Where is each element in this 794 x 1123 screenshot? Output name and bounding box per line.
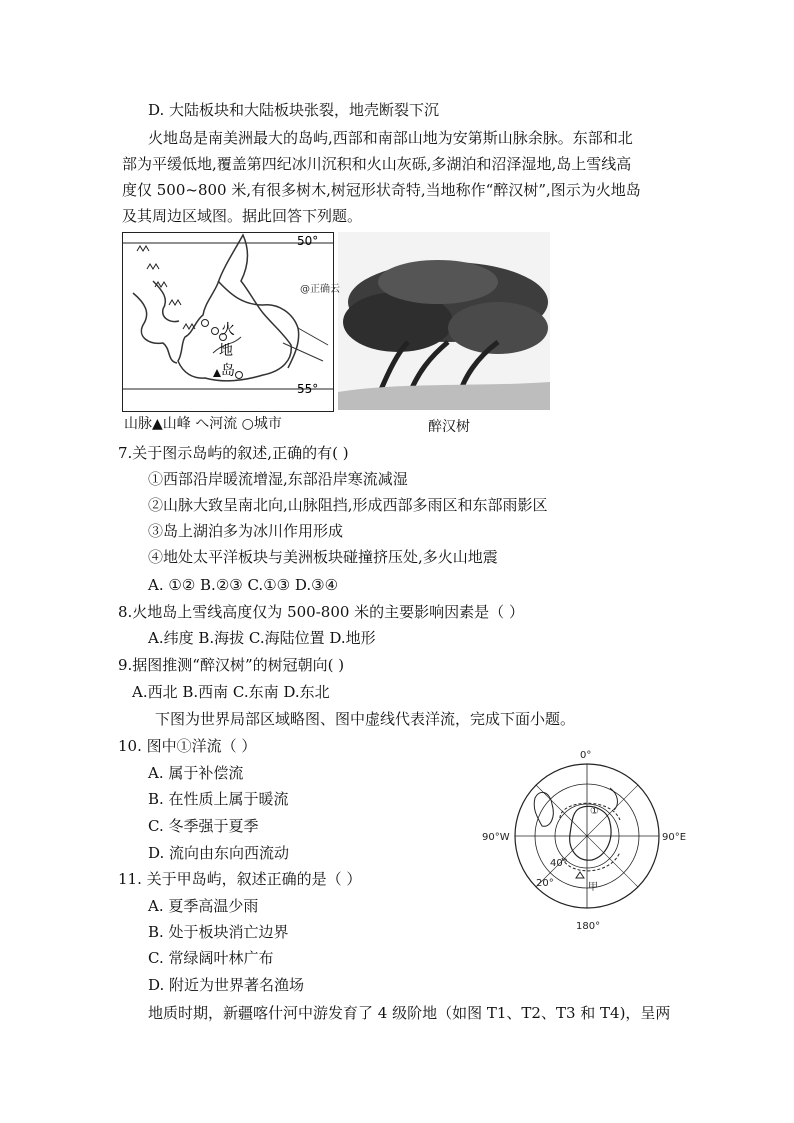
q7-choices: A. ①② B.②③ C.①③ D.③④ [148, 576, 339, 594]
current-marker-1: ① [590, 806, 599, 817]
passage-line-2: 部为平缓低地,覆盖第四纪冰川沉积和火山灰砾,多湖泊和沼泽湿地,岛上雪线高 [122, 155, 632, 173]
tree-drawing [338, 232, 550, 410]
island-char-2: 地 [219, 343, 233, 359]
q11-option-c: C. 常绿阔叶林广布 [148, 949, 274, 967]
q11-stem: 11. 关于甲岛屿，叙述正确的是（ ） [118, 870, 362, 888]
map-drawing [123, 233, 333, 411]
label-180: 180° [576, 921, 601, 932]
fire-island-map [122, 232, 334, 412]
label-90w: 90°W [482, 832, 510, 843]
q11-option-b: B. 处于板块消亡边界 [148, 923, 289, 941]
q7-item-2: ②山脉大致呈南北向,山脉阻挡,形成西部多雨区和东部雨影区 [148, 496, 548, 514]
option-d-prev: D. 大陆板块和大陆板块张裂，地壳断裂下沉 [148, 101, 440, 119]
polar-map [480, 748, 690, 933]
island-char-3: 岛 [221, 363, 235, 379]
passage-last-line: 地质时期，新疆喀什河中游发育了 4 级阶地（如图 T1、T2、T3 和 T4)，呈两 [148, 1004, 671, 1022]
drunk-tree-photo [338, 232, 550, 410]
label-90e: 90°E [662, 832, 687, 843]
q11-option-d: D. 附近为世界著名渔场 [148, 976, 305, 994]
q10-option-b: B. 在性质上属于暖流 [148, 790, 289, 808]
passage-line-3: 度仅 500~800 米,有很多树木,树冠形状奇特,当地称作“醉汉树”,图示为火地岛 [122, 181, 641, 199]
map-legend: 山脉▲山峰 へ河流 ○城市 [124, 416, 282, 432]
q7-item-4: ④地处太平洋板块与美洲板块碰撞挤压处,多火山地震 [148, 548, 498, 566]
label-0-deg: 0° [580, 750, 592, 761]
polar-drawing [480, 748, 690, 933]
q7-item-3: ③岛上湖泊多为冰川作用形成 [148, 522, 344, 540]
q8-stem: 8.火地岛上雪线高度仅为 500-800 米的主要影响因素是（ ） [118, 603, 524, 621]
q10-stem: 10. 图中①洋流（ ） [118, 737, 257, 755]
label-40-deg: 40° [550, 858, 568, 869]
q10-option-c: C. 冬季强于夏季 [148, 817, 259, 835]
tree-caption: 醉汉树 [428, 419, 470, 435]
section-intro: 下图为世界局部区域略图、图中虚线代表洋流，完成下面小题。 [155, 710, 576, 728]
peak-icon [213, 369, 221, 377]
q7-stem: 7.关于图示岛屿的叙述,正确的有( ) [118, 444, 349, 462]
q10-option-d: D. 流向由东向西流动 [148, 844, 290, 862]
island-jia-label: 甲 [588, 882, 598, 893]
q10-option-a: A. 属于补偿流 [148, 764, 244, 782]
q11-option-a: A. 夏季高温少雨 [148, 897, 259, 915]
lat-50-label: 50° [297, 234, 319, 248]
q9-stem: 9.据图推测“醉汉树”的树冠朝向( ) [118, 656, 345, 674]
watermark: @正确云 [300, 284, 340, 295]
island-char-1: 火 [221, 322, 235, 338]
label-20-deg: 20° [536, 878, 554, 889]
q8-choices: A.纬度 B.海拔 C.海陆位置 D.地形 [148, 629, 376, 647]
lat-55-label: 55° [297, 382, 319, 396]
passage-line-4: 及其周边区域图。据此回答下列题。 [122, 207, 363, 225]
passage-line-1: 火地岛是南美洲最大的岛屿,西部和南部山地为安第斯山脉余脉。东部和北 [148, 129, 633, 147]
q9-choices: A.西北 B.西南 C.东南 D.东北 [132, 683, 330, 701]
q7-item-1: ①西部沿岸暖流增湿,东部沿岸寒流减湿 [148, 470, 408, 488]
